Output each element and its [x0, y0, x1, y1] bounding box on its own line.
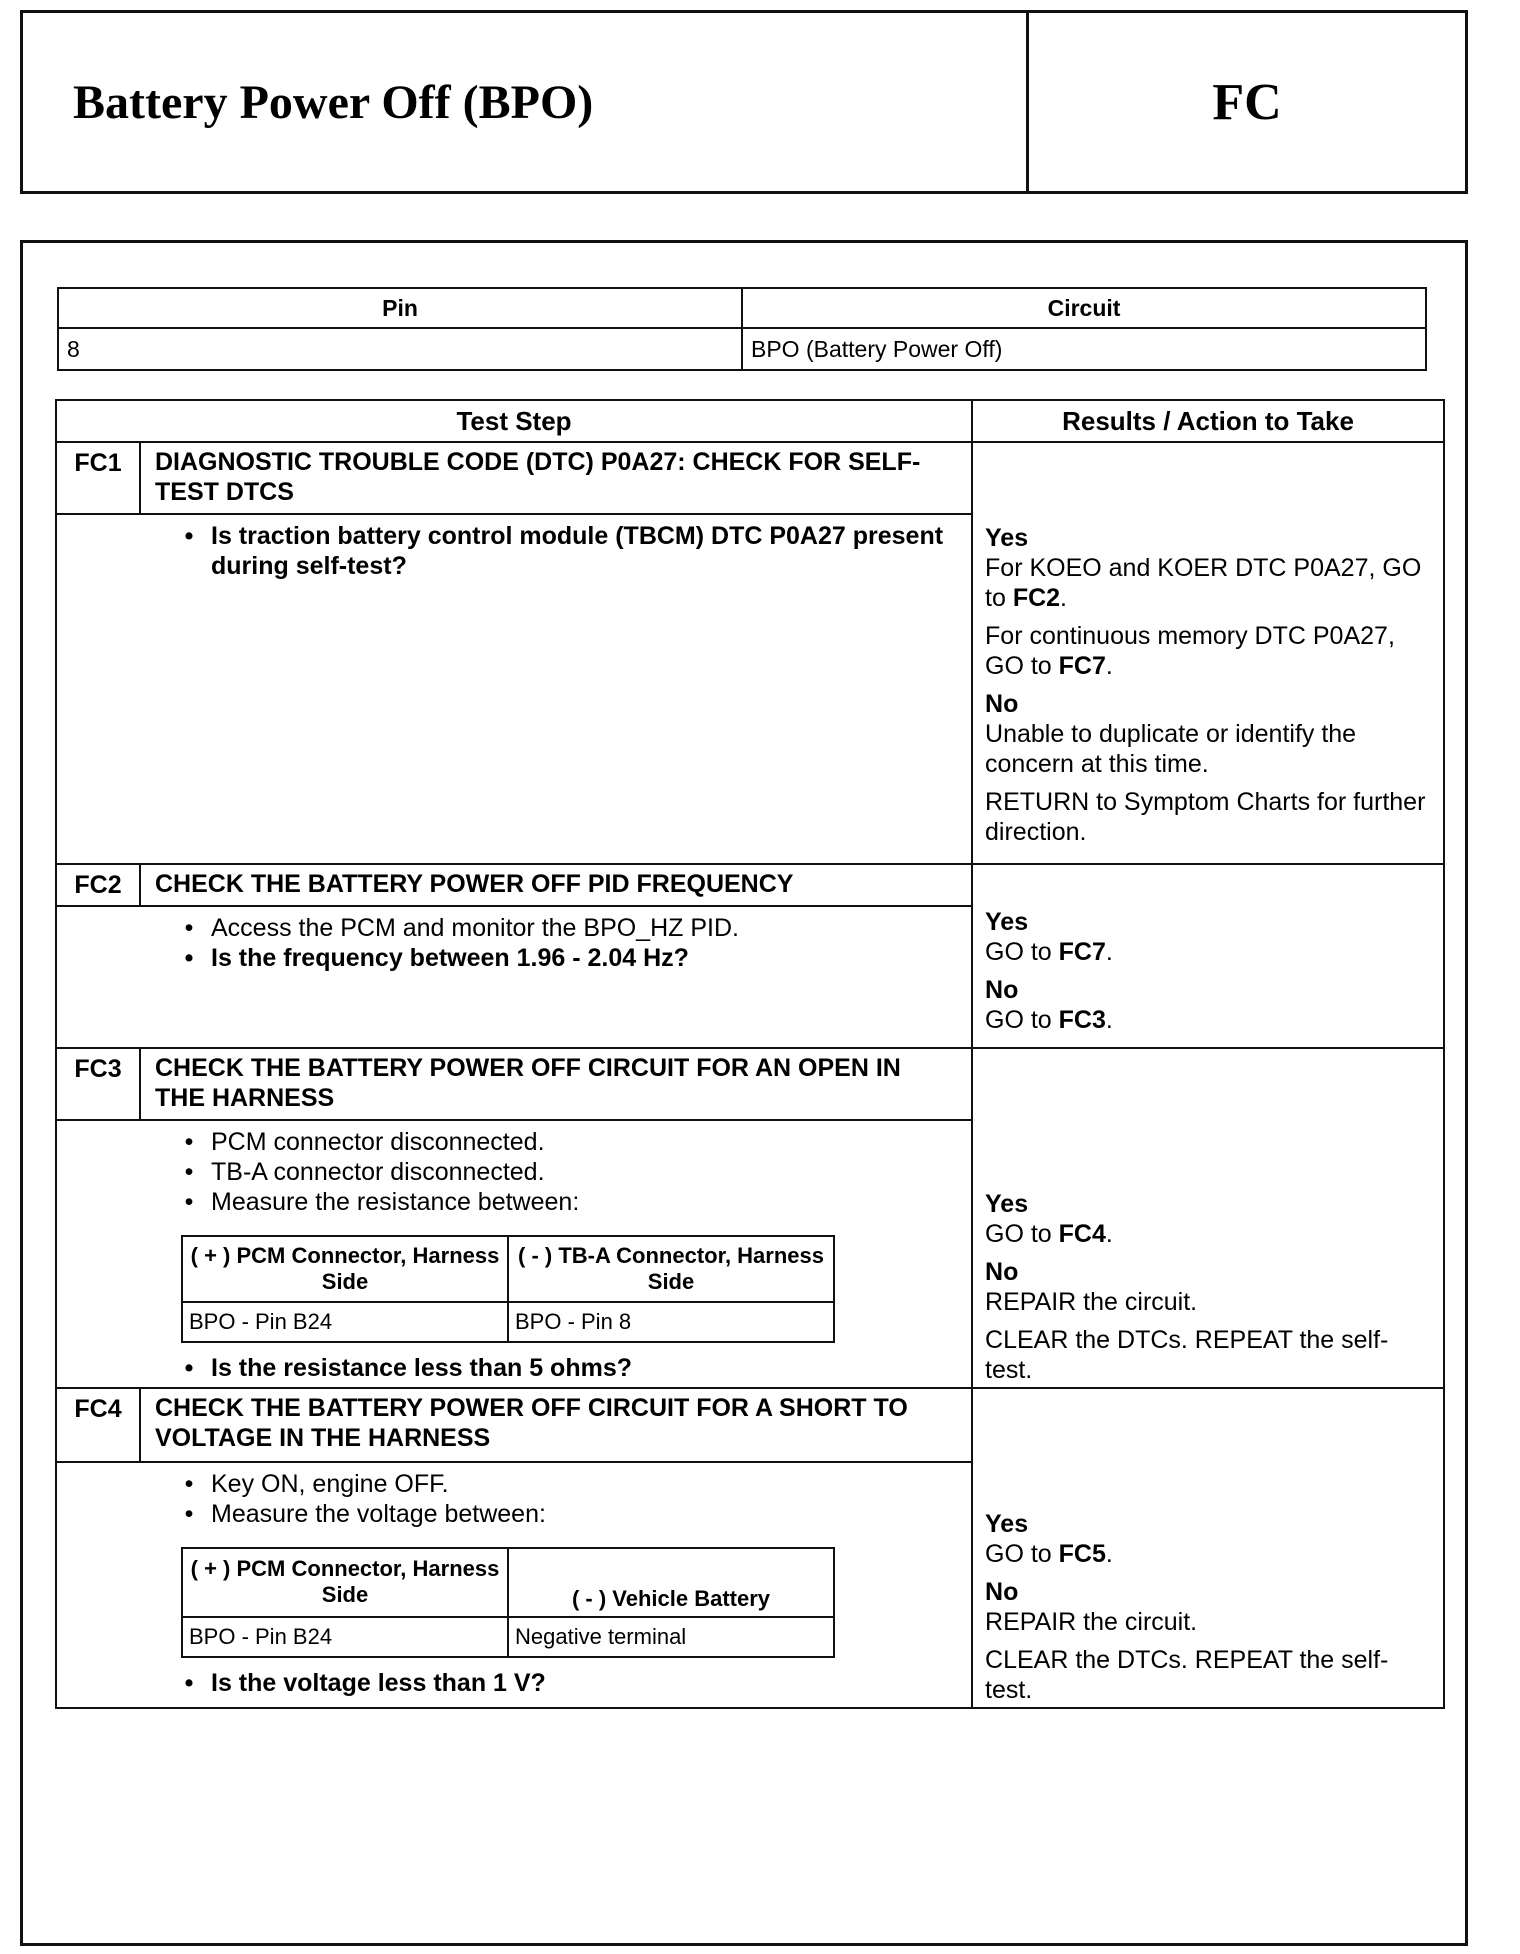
table-row	[58, 328, 1426, 370]
step-body: • PCM connector disconnected. • TB-A connector disconnected. • Measure the resistance between: ( + ) PCM Connector, Harness Side ( - ) TB-A Connector, Harness Side BPO - Pin B24 BPO - Pin 8 • Is the resistance less than 5 ohms?	[56, 1120, 972, 1388]
page-header	[20, 10, 1468, 194]
positive-lead-cell: BPO - Pin B24	[182, 1617, 508, 1657]
no-label: No	[985, 690, 1019, 718]
step-question: Is the frequency between 1.96 - 2.04 Hz?	[211, 944, 689, 972]
step-title: DIAGNOSTIC TROUBLE CODE (DTC) P0A27: CHECK FOR SELF-TEST DTCS	[140, 442, 972, 514]
test-step-table	[55, 399, 1445, 1709]
step-fc4-title-row	[56, 1388, 1444, 1462]
pin-cell: 8	[58, 328, 742, 370]
result-text: CLEAR the DTCs. REPEAT the self-test.	[985, 1326, 1389, 1384]
positive-lead-header: ( + ) PCM Connector, Harness Side	[182, 1236, 508, 1302]
yes-label: Yes	[985, 1510, 1029, 1538]
step-results: Yes GO to FC5. No REPAIR the circuit. CLEAR the DTCs. REPEAT the self-test.	[972, 1388, 1444, 1708]
step-title: CHECK THE BATTERY POWER OFF CIRCUIT FOR AN OPEN IN THE HARNESS	[140, 1048, 972, 1120]
result-text: GO to	[985, 1006, 1059, 1034]
step-instruction: Measure the resistance between:	[211, 1188, 580, 1216]
negative-lead-header: ( - ) TB-A Connector, Harness Side	[508, 1236, 834, 1302]
step-id: FC2	[56, 864, 140, 906]
result-text: REPAIR the circuit.	[985, 1288, 1198, 1316]
step-id: FC3	[56, 1048, 140, 1120]
step-fc2-title-row	[56, 864, 1444, 906]
section-code: FC	[1026, 13, 1465, 191]
step-fc3-title-row	[56, 1048, 1444, 1120]
result-text: Unable to duplicate or identify the concern at this time.	[985, 720, 1357, 778]
result-text: RETURN to Symptom Charts for further direction.	[985, 788, 1426, 846]
step-title: CHECK THE BATTERY POWER OFF CIRCUIT FOR A SHORT TO VOLTAGE IN THE HARNESS	[140, 1388, 972, 1462]
negative-lead-cell: Negative terminal	[508, 1617, 834, 1657]
result-text: GO to	[985, 1540, 1059, 1568]
table-row	[182, 1617, 834, 1657]
yes-label: Yes	[985, 1190, 1029, 1218]
step-results: Yes GO to FC7. No GO to FC3.	[972, 864, 1444, 1048]
result-text: GO to	[985, 1220, 1059, 1248]
step-instruction: Measure the voltage between:	[211, 1499, 546, 1528]
step-results: Yes GO to FC4. No REPAIR the circuit. CLEAR the DTCs. REPEAT the self-test.	[972, 1048, 1444, 1388]
pin-circuit-table	[57, 287, 1427, 371]
step-results: Yes For KOEO and KOER DTC P0A27, GO to FC2. For continuous memory DTC P0A27, GO to FC7. No Unable to duplicate or identify the concern at this time. RETURN to Symptom Charts for further direction.	[972, 442, 1444, 864]
step-instruction: Access the PCM and monitor the BPO_HZ PID.	[211, 914, 739, 942]
positive-lead-header: ( + ) PCM Connector, Harness Side	[182, 1548, 508, 1617]
step-question: Is the voltage less than 1 V?	[211, 1668, 546, 1697]
result-text: GO to	[985, 938, 1059, 966]
step-link-fc7[interactable]: FC7	[1058, 938, 1106, 966]
pin-header: Pin	[58, 288, 742, 328]
page-title: Battery Power Off (BPO)	[73, 75, 594, 129]
no-label: No	[985, 1578, 1019, 1606]
negative-lead-header: ( - ) Vehicle Battery	[508, 1548, 834, 1617]
step-body: • Key ON, engine OFF. • Measure the voltage between: ( + ) PCM Connector, Harness Side ( - ) Vehicle Battery BPO - Pin B24 Negative terminal • Is the voltage less than 1 V?	[56, 1462, 972, 1708]
positive-lead-cell: BPO - Pin B24	[182, 1302, 508, 1342]
step-question: Is the resistance less than 5 ohms?	[211, 1354, 632, 1382]
yes-label: Yes	[985, 908, 1029, 936]
step-question: Is traction battery control module (TBCM) DTC P0A27 present during self-test?	[211, 522, 944, 580]
negative-lead-cell: BPO - Pin 8	[508, 1302, 834, 1342]
result-text: REPAIR the circuit.	[985, 1608, 1198, 1636]
step-title: CHECK THE BATTERY POWER OFF PID FREQUENCY	[140, 864, 972, 906]
result-text: CLEAR the DTCs. REPEAT the self-test.	[985, 1646, 1389, 1704]
yes-label: Yes	[985, 524, 1029, 552]
step-instruction: TB-A connector disconnected.	[211, 1158, 545, 1186]
step-id: FC1	[56, 442, 140, 514]
measurement-table	[181, 1547, 835, 1658]
circuit-header: Circuit	[742, 288, 1426, 328]
no-label: No	[985, 976, 1019, 1004]
circuit-cell: BPO (Battery Power Off)	[742, 328, 1426, 370]
result-text: For KOEO and KOER DTC P0A27, GO to	[985, 554, 1422, 612]
step-link-fc5[interactable]: FC5	[1058, 1540, 1106, 1568]
no-label: No	[985, 1258, 1019, 1286]
step-link-fc7[interactable]: FC7	[1058, 652, 1106, 680]
step-id: FC4	[56, 1388, 140, 1462]
results-header: Results / Action to Take	[972, 400, 1444, 442]
step-fc1-title-row	[56, 442, 1444, 514]
main-content	[20, 240, 1468, 1946]
step-link-fc2[interactable]: FC2	[1012, 584, 1061, 612]
measurement-table	[181, 1235, 835, 1343]
step-link-fc4[interactable]: FC4	[1058, 1220, 1106, 1248]
table-row	[182, 1302, 834, 1342]
step-link-fc3[interactable]: FC3	[1058, 1006, 1106, 1034]
test-step-header: Test Step	[56, 400, 972, 442]
step-instruction: Key ON, engine OFF.	[211, 1469, 449, 1498]
step-body: • Is traction battery control module (TBCM) DTC P0A27 present during self-test?	[56, 514, 972, 864]
result-text: For continuous memory DTC P0A27, GO to	[985, 622, 1395, 680]
step-body: • Access the PCM and monitor the BPO_HZ PID. • Is the frequency between 1.96 - 2.04 Hz?	[56, 906, 972, 1048]
step-instruction: PCM connector disconnected.	[211, 1128, 545, 1156]
